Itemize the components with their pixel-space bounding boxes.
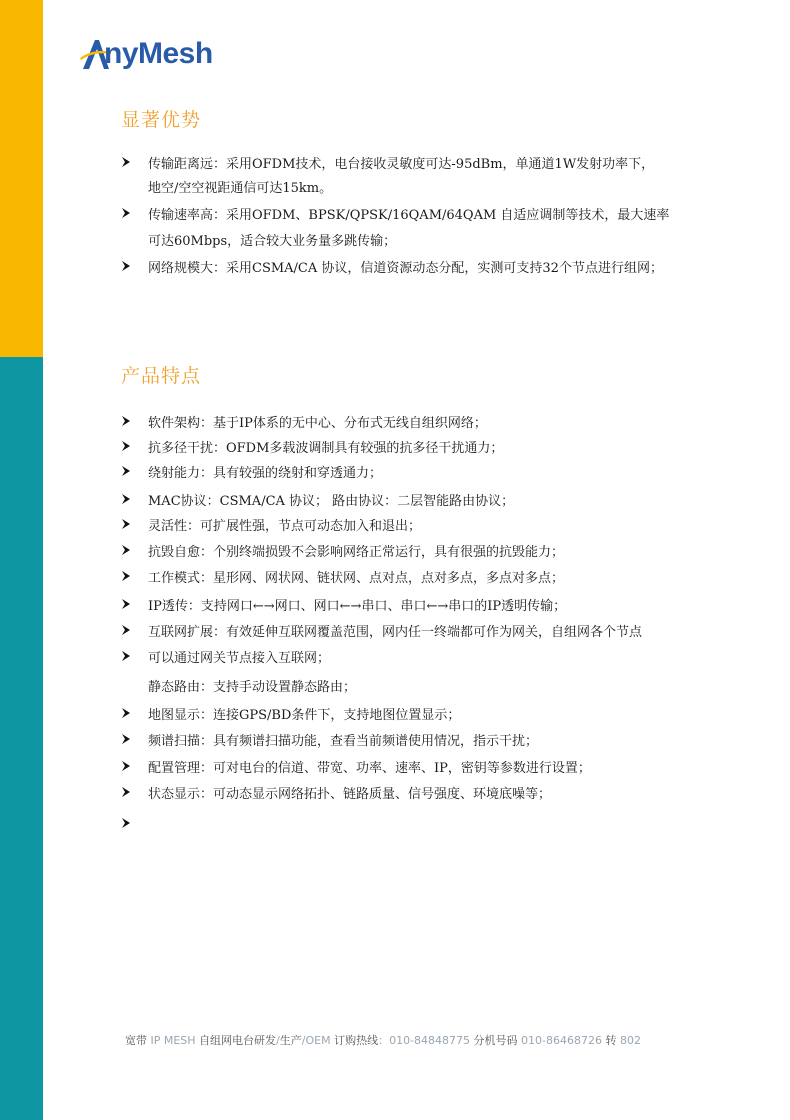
arrow-bullet-icon — [121, 260, 131, 272]
arrow-bullet-icon — [121, 156, 131, 168]
left-bar-yellow — [0, 0, 43, 357]
arrow-bullet-icon — [121, 207, 131, 219]
arrow-bullet-icon — [121, 733, 131, 745]
left-bar-teal — [0, 357, 43, 1120]
section-title-advantages: 显著优势 — [121, 109, 202, 131]
arrow-bullet-icon — [121, 570, 131, 582]
arrow-bullet-icon — [121, 760, 131, 772]
arrow-bullet-icon — [121, 650, 131, 662]
arrow-bullet-icon — [121, 817, 131, 829]
arrow-bullet-icon — [121, 786, 131, 798]
arrow-bullet-icon — [121, 707, 131, 719]
arrow-bullet-icon — [121, 598, 131, 610]
section-title-features: 产品特点 — [121, 365, 202, 387]
arrow-bullet-icon — [121, 493, 131, 505]
footer-contact: 宽带 IP MESH 自组网电台研发/生产/OEM 订购热线：010-84848775 分机号码 010-86468726 转 802 — [125, 1034, 641, 1047]
arrow-bullet-icon — [121, 624, 131, 636]
arrow-bullet-icon — [121, 465, 131, 477]
arrow-bullet-icon — [121, 415, 131, 427]
arrow-bullet-icon — [121, 518, 131, 530]
arrow-bullet-icon — [121, 544, 131, 556]
arrow-bullet-icon — [121, 440, 131, 452]
anymesh-logo — [80, 34, 213, 74]
logo-text: nyMesh — [104, 37, 213, 70]
